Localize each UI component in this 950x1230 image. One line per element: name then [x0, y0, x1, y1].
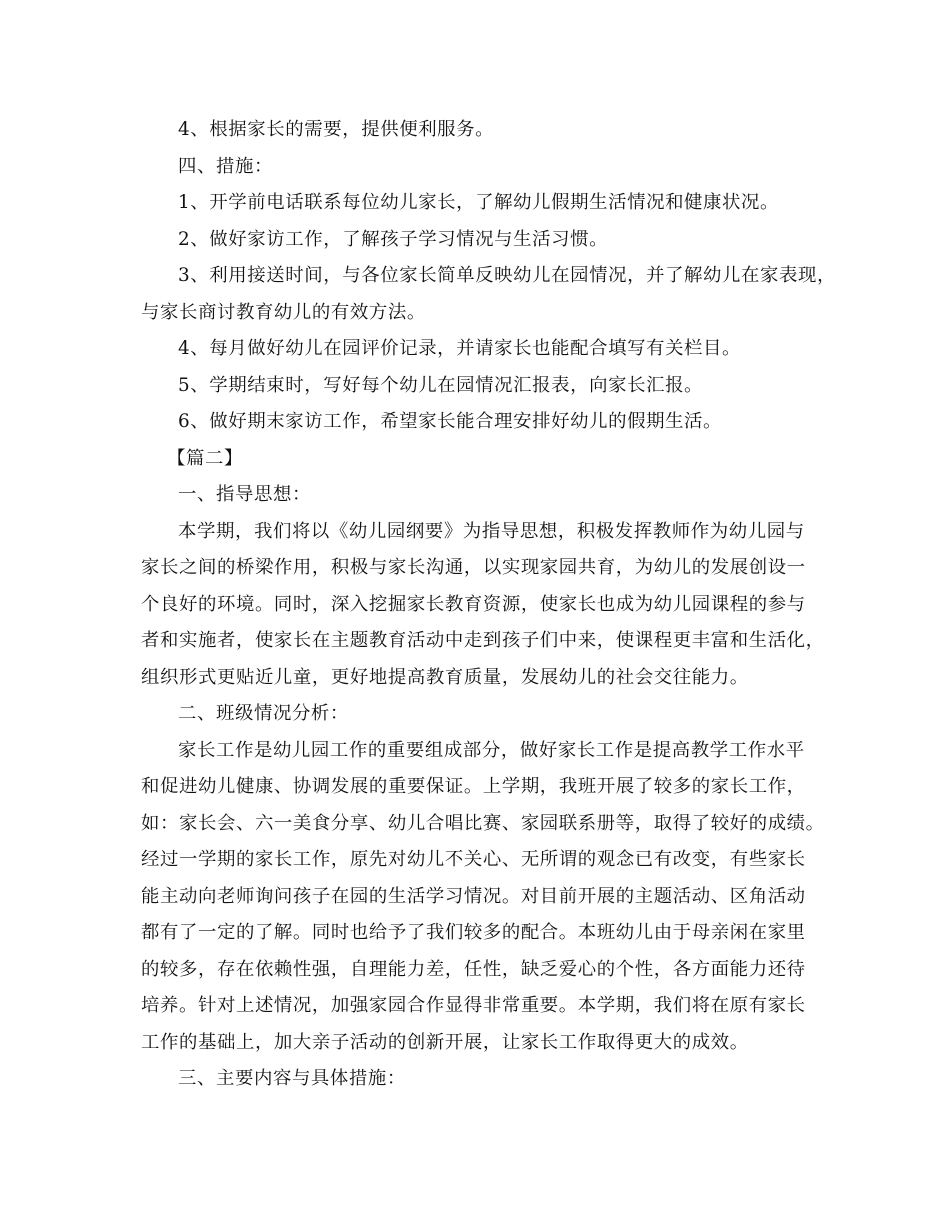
list-item-measure-3-continued: 与家长商讨教育幼儿的有效方法。 — [141, 301, 426, 323]
list-item-service: 4、根据家长的需要，提供便利服务。 — [178, 119, 495, 140]
list-item-measure-5: 5、学期结束时，写好每个幼儿在园情况汇报表，向家长汇报。 — [178, 374, 704, 396]
paragraph-line: 都有了一定的了解。同时也给予了我们较多的配合。本班幼儿由于母亲闲在家里 — [141, 922, 806, 943]
paragraph-line: 能主动向老师询问孩子在园的生活学习情况。对目前开展的主题活动、区角活动 — [141, 885, 806, 907]
list-item-measure-3: 3、利用接送时间，与各位家长简单反映幼儿在园情况，并了解幼儿在家表现， — [178, 265, 836, 286]
paragraph-line: 个良好的环境。同时，深入挖掘家长教育资源，使家长也成为幼儿园课程的参与 — [141, 593, 806, 615]
paragraph-line: 经过一学期的家长工作，原先对幼儿不关心、无所谓的观念已有改变，有些家长 — [141, 849, 806, 870]
document-body — [141, 112, 836, 1098]
paragraph-line: 工作的基础上，加大亲子活动的创新开展，让家长工作取得更大的成效。 — [141, 1031, 749, 1053]
paragraph-line: 本学期，我们将以《幼儿园纲要》为指导思想，积极发挥教师作为幼儿园与 — [178, 520, 805, 542]
paragraph-line: 和促进幼儿健康、协调发展的重要保证。上学期，我班开展了较多的家长工作， — [141, 776, 806, 797]
paragraph-line: 家长之间的桥梁作用，积极与家长沟通，以实现家园共育，为幼儿的发展创设一 — [141, 557, 806, 578]
paragraph-line: 如：家长会、六一美食分享、幼儿合唱比赛、家园联系册等，取得了较好的成绩。 — [141, 812, 825, 834]
section-heading-measures: 四、措施： — [178, 155, 273, 177]
paragraph-line: 培养。针对上述情况，加强家园合作显得非常重要。本学期，我们将在原有家长 — [141, 995, 806, 1016]
list-item-measure-6: 6、做好期末家访工作，希望家长能合理安排好幼儿的假期生活。 — [178, 411, 723, 432]
paragraph-line: 的较多，存在依赖性强，自理能力差，任性，缺乏爱心的个性，各方面能力还待 — [141, 958, 806, 980]
section-heading-main-content: 三、主要内容与具体措施： — [178, 1068, 406, 1089]
list-item-measure-1: 1、开学前电话联系每位幼儿家长，了解幼儿假期生活情况和健康状况。 — [178, 192, 780, 213]
paragraph-line: 家长工作是幼儿园工作的重要组成部分，做好家长工作是提高教学工作水平 — [178, 739, 805, 761]
part-two-heading: 【篇二】 — [167, 447, 243, 469]
paragraph-line: 者和实施者，使家长在主题教育活动中走到孩子们中来，使课程更丰富和生活化， — [141, 630, 825, 651]
section-heading-guiding-idea: 一、指导思想： — [178, 484, 311, 505]
section-heading-class-analysis: 二、班级情况分析： — [178, 703, 349, 724]
list-item-measure-4: 4、每月做好幼儿在园评价记录，并请家长也能配合填写有关栏目。 — [178, 338, 742, 359]
paragraph-line: 组织形式更贴近儿童，更好地提高教育质量，发展幼儿的社会交往能力。 — [141, 666, 749, 688]
list-item-measure-2: 2、做好家访工作，了解孩子学习情况与生活习惯。 — [178, 228, 609, 250]
